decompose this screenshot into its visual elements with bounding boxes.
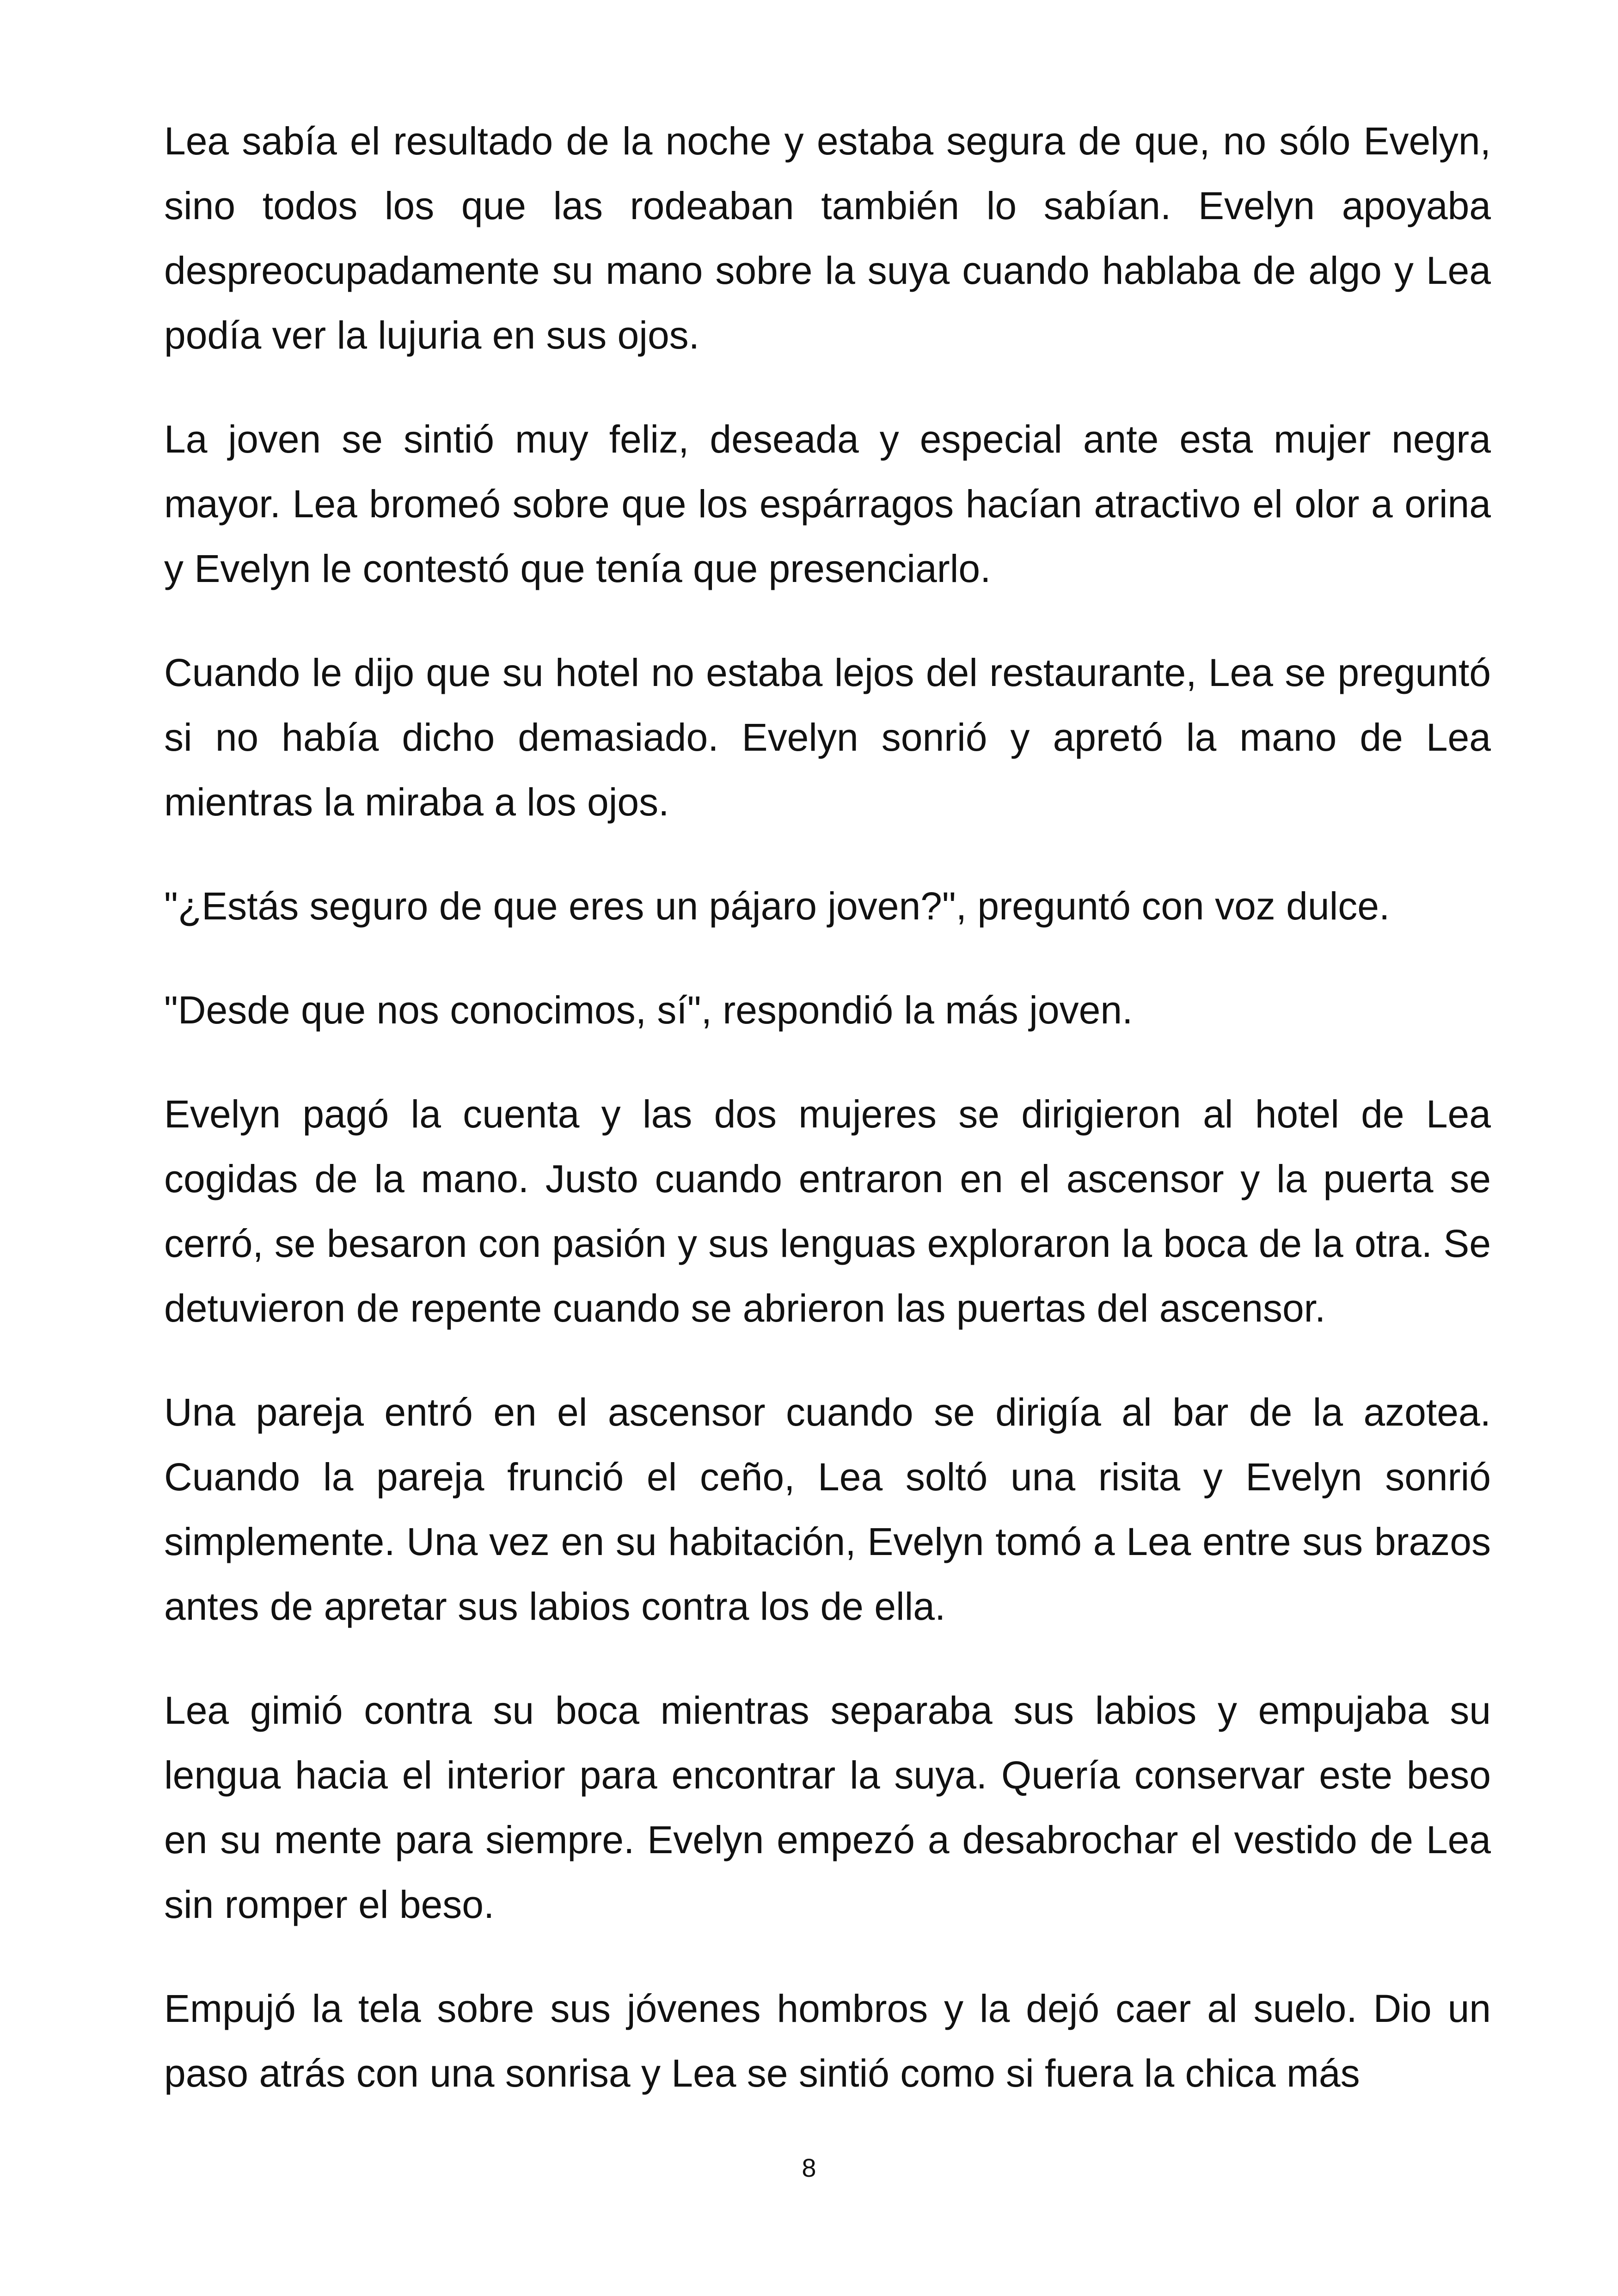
paragraph-9: Empujó la tela sobre sus jóvenes hombros y la dejó caer al suelo. Dio un paso atrás con una sonrisa y Lea se sintió como si fuera la chica más [164,1987,1491,2095]
body-text [164,109,1491,2145]
paragraph-6: Evelyn pagó la cuenta y las dos mujeres se dirigieron al hotel de Lea cogidas de la mano. Justo cuando entraron en el ascensor y la puerta se cerró, se besaron con pasión y sus lenguas exploraron la boca de la otra. Se detuvieron de repente cuando se abrieron las puertas del ascensor. [164,1092,1491,1330]
paragraph-4: "¿Estás seguro de que eres un pájaro joven?", preguntó con voz dulce. [164,884,1390,928]
page-number: 8 [802,2153,816,2182]
paragraph-5: "Desde que nos conocimos, sí", respondió la más joven. [164,988,1133,1032]
paragraph-7: Una pareja entró en el ascensor cuando se dirigía al bar de la azotea. Cuando la pareja frunció el ceño, Lea soltó una risita y Evelyn sonrió simplemente. Una vez en su habitación, Evelyn tomó a Lea entre sus brazos antes de apretar sus labios contra los de ella. [164,1390,1491,1628]
paragraph-1: Lea sabía el resultado de la noche y estaba segura de que, no sólo Evelyn, sino todos los que las rodeaban también lo sabían. Evelyn apoyaba despreocupadamente su mano sobre la suya cuando hablaba de algo y Lea podía ver la lujuria en sus ojos. [164,119,1491,357]
paragraph-3: Cuando le dijo que su hotel no estaba lejos del restaurante, Lea se preguntó si no había dicho demasiado. Evelyn sonrió y apretó la mano de Lea mientras la miraba a los ojos. [164,651,1491,824]
paragraph-8: Lea gimió contra su boca mientras separaba sus labios y empujaba su lengua hacia el interior para encontrar la suya. Quería conservar este beso en su mente para siempre. Evelyn empezó a desabrochar el vestido de Lea sin romper el beso. [164,1689,1491,1926]
paragraph-2: La joven se sintió muy feliz, deseada y especial ante esta mujer negra mayor. Lea bromeó sobre que los espárragos hacían atractivo el olor a orina y Evelyn le contestó que tenía que presenciarlo. [164,417,1491,590]
